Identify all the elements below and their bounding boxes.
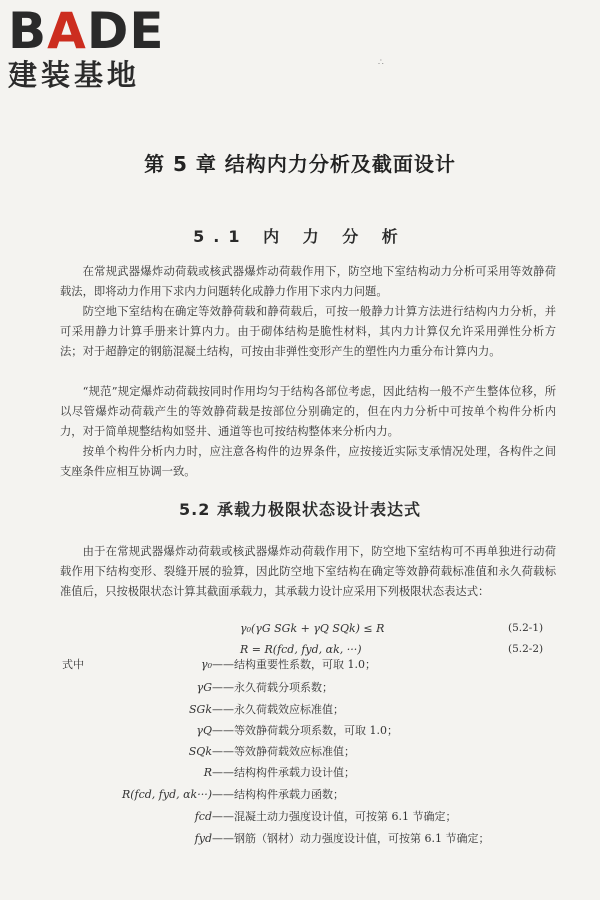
variable-symbol: SQk [188, 745, 212, 758]
variable-row [62, 830, 542, 848]
variable-symbol: R(fcd, fyd, αk···) [121, 788, 212, 801]
variable-description: ——结构重要性系数，可取 1.0； [212, 658, 376, 671]
variable-description: ——永久荷载效应标准值； [212, 703, 344, 716]
section-title: 5.2 承载力极限状态设计表达式 [179, 500, 421, 519]
scan-mark: ∴ [378, 58, 384, 68]
variable-description: ——永久荷载分项系数； [212, 681, 333, 694]
variable-description: ——等效静荷载分项系数，可取 1.0； [212, 724, 398, 737]
formula-number: (5.2-1) [508, 622, 544, 634]
paragraph: 防空地下室结构在确定等效静荷载和静荷载后，可按一般静力计算方法进行结构内力分析，并可采用静力计算手册来计算内力。由于砌体结构是脆性材料，其内力计算仅允许采用弹性分析方法；对于超静定的钢筋混凝土结构，可按由非弹性变形产生的塑性内力重分布计算内力。 [60, 305, 556, 358]
logo-subtitle: 建装基地 [8, 58, 141, 92]
variable-row [62, 743, 542, 761]
paragraph: 按单个构件分析内力时，应注意各构件的边界条件，应按接近实际支承情况处理，各构件之间支座条件应相互协调一致。 [60, 445, 556, 478]
logo [8, 2, 178, 92]
variable-description: ——混凝土动力强度设计值，可按第 6.1 节确定； [212, 810, 457, 823]
chapter-title: 第 5 章 结构内力分析及截面设计 [144, 152, 456, 176]
variable-symbol: γ₀ [201, 658, 212, 671]
variable-description: ——结构构件承载力设计值； [212, 766, 355, 779]
variable-description: ——等效静荷载效应标准值； [212, 745, 355, 758]
section-title: 5.1 内 力 分 析 [193, 227, 407, 246]
logo-wordmark: BADE [8, 2, 165, 60]
variable-description: ——结构构件承载力函数； [212, 788, 344, 801]
variable-symbol: SGk [189, 703, 212, 716]
variable-row [62, 656, 542, 674]
variable-row [62, 764, 542, 782]
formula: γ₀(γG SGk + γQ SQk) ≤ R [240, 622, 385, 635]
variable-row [62, 701, 542, 719]
variable-symbol: R [203, 766, 212, 779]
formula: R = R(fcd, fyd, αk, ···) [240, 643, 362, 656]
variable-symbol: γQ [196, 724, 212, 737]
variable-symbol: fcd [194, 810, 212, 823]
formula-number: (5.2-2) [508, 643, 544, 655]
variable-row [62, 722, 542, 740]
variable-symbol: fyd [194, 832, 212, 845]
variable-row [62, 786, 542, 804]
variable-row [62, 808, 542, 826]
where-label: 式中 [62, 658, 84, 671]
paragraph: 由于在常规武器爆炸动荷载或核武器爆炸动荷载作用下，防空地下室结构可不再单独进行动荷载作用下结构变形、裂缝开展的验算，因此防空地下室结构在确定等效静荷载标准值和永久荷载标准值后，只按极限状态计算其截面承载力，其承载力设计应采用下列极限状态表达式： [60, 545, 556, 598]
variable-symbol: γG [196, 681, 212, 694]
variable-row [62, 679, 542, 697]
variable-description: ——钢筋（钢材）动力强度设计值，可按第 6.1 节确定； [212, 832, 490, 845]
paragraph: 在常规武器爆炸动荷载或核武器爆炸动荷载作用下，防空地下室结构动力分析可采用等效静荷载法，即将动力作用下求内力问题转化成静力作用下求内力问题。 [60, 265, 556, 298]
paragraph: “规范”规定爆炸动荷载按同时作用均匀于结构各部位考虑，因此结构一般不产生整体位移，所以尽管爆炸动荷载产生的等效静荷载是按部位分别确定的，但在内力分析中可按单个构件分析内力，对于简单规整结构如竖井、通道等也可按结构整体来分析内力。 [60, 385, 556, 438]
